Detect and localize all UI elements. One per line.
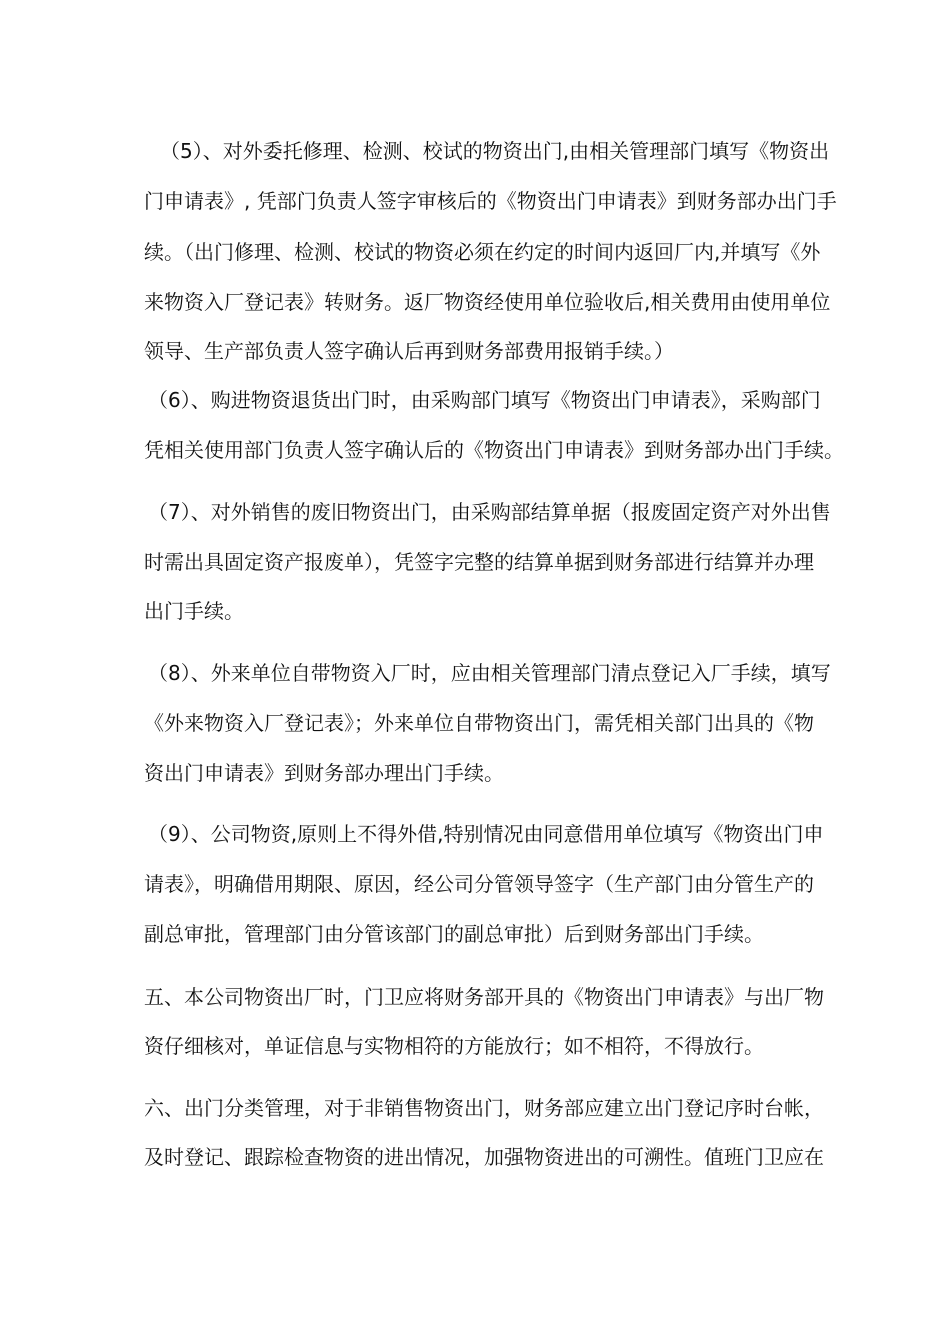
paragraph-line: （6）、购进物资退货出门时，由采购部门填写《物资出门申请表》，采购部门 (148, 388, 821, 412)
paragraph-line: （8）、外来单位自带物资入厂时，应由相关管理部门清点登记入厂手续，填写 (148, 661, 831, 685)
paragraph-line: 资仔细核对，单证信息与实物相符的方能放行；如不相符，不得放行。 (144, 1034, 764, 1058)
paragraph-line: 六、出门分类管理，对于非销售物资出门，财务部应建立出门登记序时台帐， (144, 1096, 824, 1120)
paragraph-line: 领导、生产部负责人签字确认后再到财务部费用报销手续。） (144, 339, 674, 363)
paragraph-line: 凭相关使用部门负责人签字确认后的《物资出门申请表》到财务部办出门手续。 (144, 438, 844, 462)
paragraph-line: 来物资入厂登记表》转财务。返厂物资经使用单位验收后,相关费用由使用单位 (144, 290, 831, 314)
paragraph-line: 五、本公司物资出厂时，门卫应将财务部开具的《物资出门申请表》与出厂物 (144, 985, 824, 1009)
paragraph-line: 副总审批，管理部门由分管该部门的副总审批）后到财务部出门手续。 (144, 922, 764, 946)
paragraph-line: 时需出具固定资产报废单），凭签字完整的结算单据到财务部进行结算并办理 (144, 550, 814, 574)
paragraph-line: （7）、对外销售的废旧物资出门，由采购部结算单据（报废固定资产对外出售 (148, 500, 831, 524)
paragraph-line: 及时登记、跟踪检查物资的进出情况，加强物资进出的可溯性。值班门卫应在 (144, 1145, 824, 1169)
paragraph-line: 资出门申请表》到财务部办理出门手续。 (144, 761, 504, 785)
paragraph-line: （9）、公司物资,原则上不得外借,特别情况由同意借用单位填写《物资出门申 (148, 822, 824, 846)
paragraph-line: 门申请表》, 凭部门负责人签字审核后的《物资出门申请表》到财务部办出门手 (144, 189, 837, 213)
paragraph-line: 《外来物资入厂登记表》；外来单位自带物资出门，需凭相关部门出具的《物 (144, 711, 814, 735)
paragraph-line: 续。（出门修理、检测、校试的物资必须在约定的时间内返回厂内,并填写《外 (144, 240, 821, 264)
paragraph-line: （5）、对外委托修理、检测、校试的物资出门,由相关管理部门填写《物资出 (160, 139, 830, 163)
paragraph-line: 请表》，明确借用期限、原因，经公司分管领导签字（生产部门由分管生产的 (144, 872, 814, 896)
paragraph-line: 出门手续。 (144, 599, 244, 623)
